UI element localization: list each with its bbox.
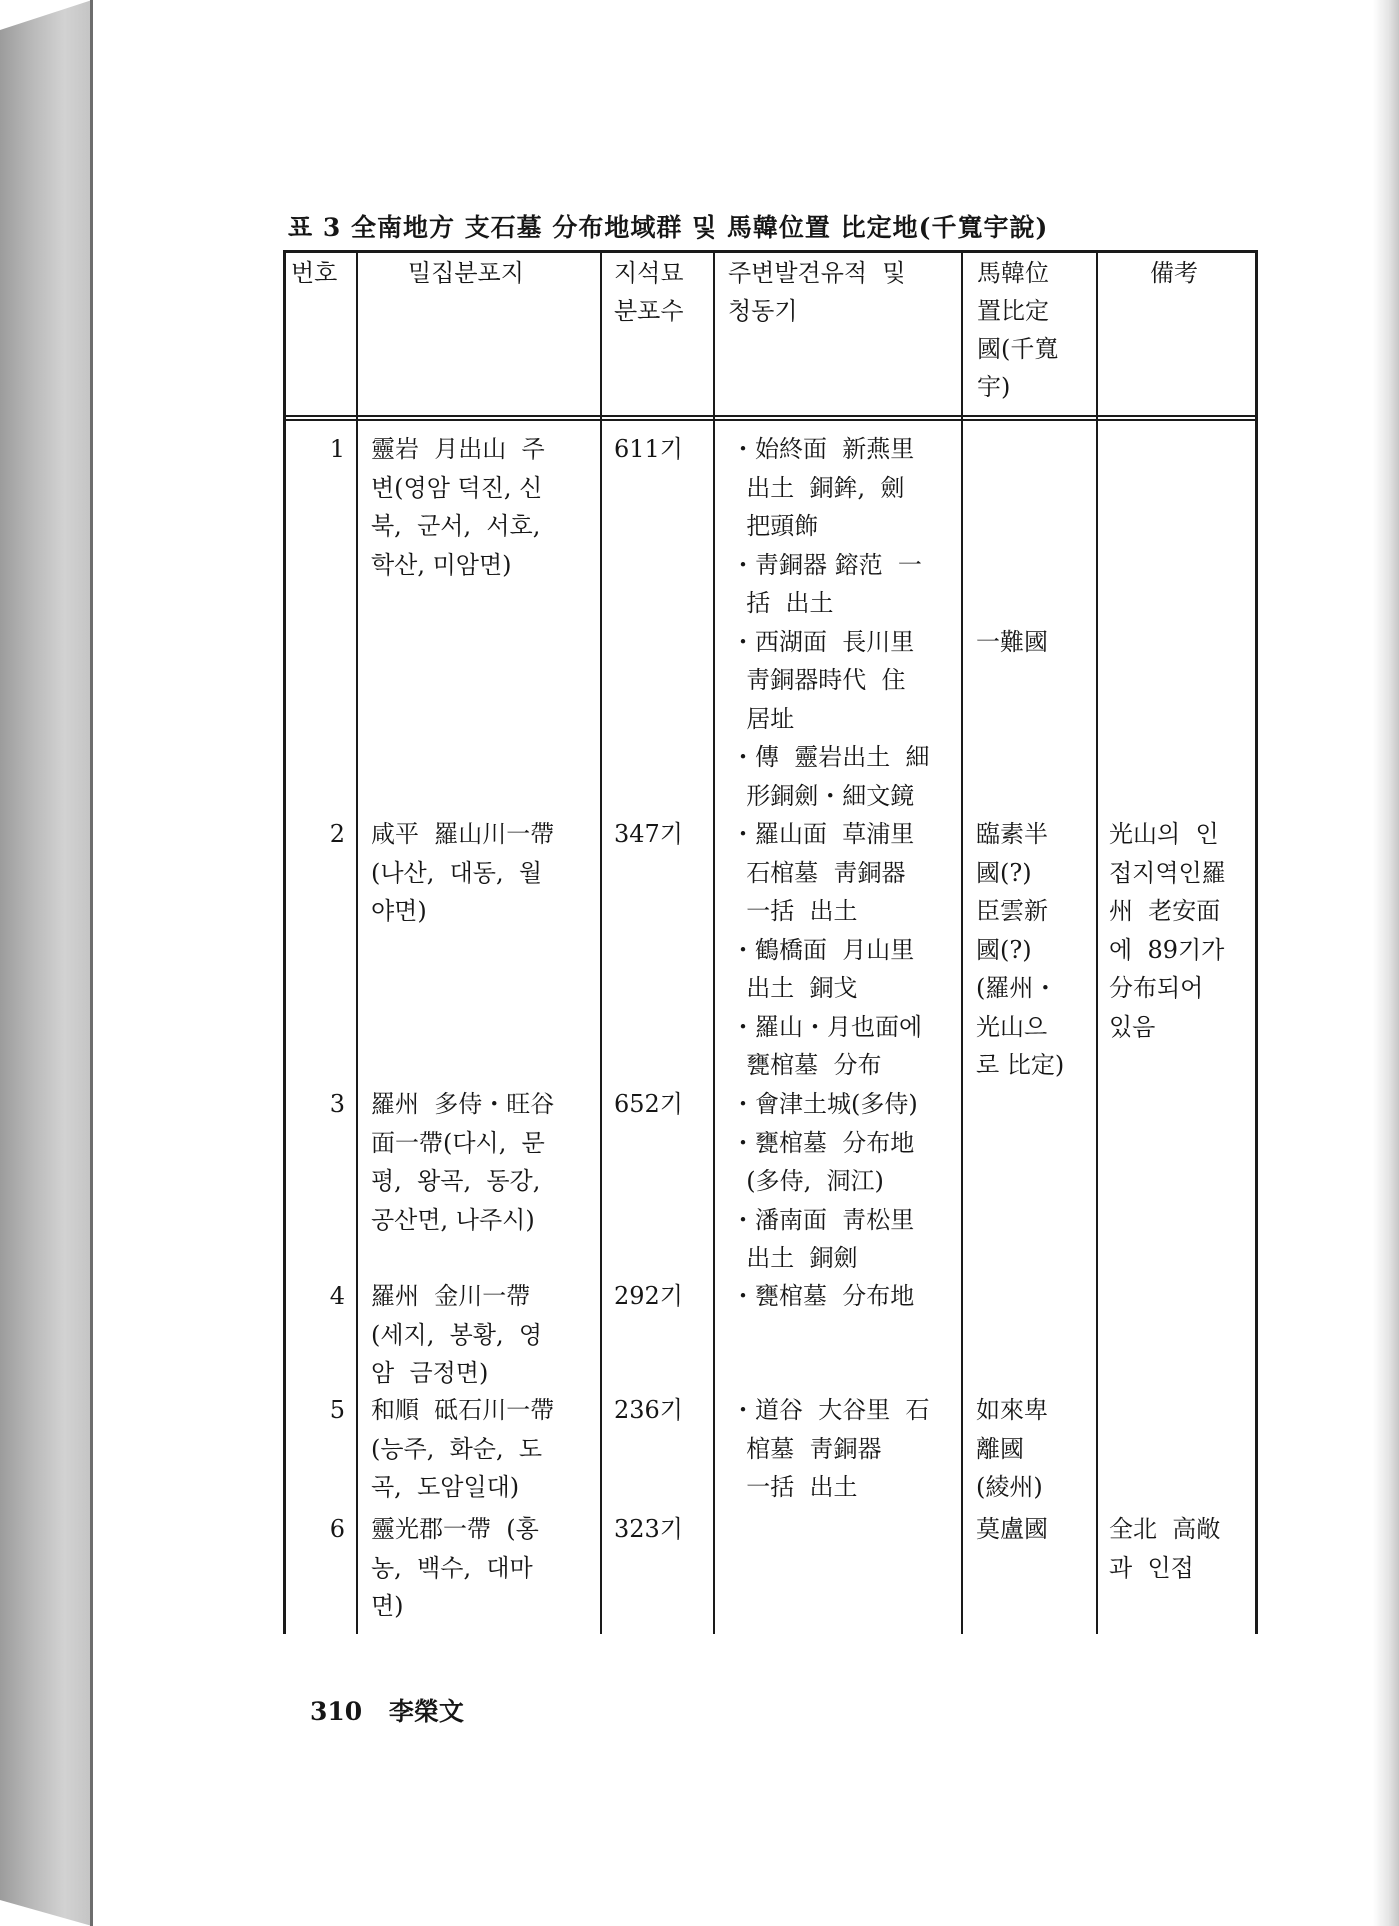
page-number: 310 [310, 1697, 363, 1726]
row-2-area: 咸平 羅山川一帶 (나산, 대동, 월 야면) [371, 820, 555, 925]
row-6-area: 靈光郡一帶 (홍 농, 백수, 대마 면) [371, 1515, 539, 1620]
header-relics: 주변발견유적 및 청동기 [728, 259, 906, 325]
row-5-count: 236기 [614, 1396, 683, 1424]
row-1-mahan: 一難國 [976, 627, 1048, 656]
col-rule-4 [961, 250, 963, 1634]
row-1-no: 1 [329, 435, 345, 463]
row-2-mahan: 臨素半 國(?) 臣雲新 國(?) (羅州・ 光山으 로 比定) [976, 820, 1065, 1079]
row-4-no: 4 [329, 1282, 345, 1310]
header-area: 밀집분포지 [408, 259, 524, 287]
row-5-mahan: 如來卑 離國 (綾州) [976, 1396, 1048, 1501]
row-6-count: 323기 [614, 1515, 683, 1543]
header-bottom-rule [283, 415, 1257, 417]
header-no: 번호 [291, 259, 338, 287]
row-6-no: 6 [329, 1515, 345, 1543]
row-2-count: 347기 [614, 820, 683, 848]
page-footer [310, 1692, 464, 1728]
table-title: 표 3 全南地方 支石墓 分布地域群 및 馬韓位置 比定地(千寬宇說) [288, 213, 1049, 242]
row-3-no: 3 [329, 1090, 345, 1118]
row-1-relics: ・始終面 新燕里 出土 銅鉾, 劍 把頭飾 ・靑銅器 鎔范 一 括 出土 ・西湖面 長川里 靑銅器時代 住 居址 ・傳 靈岩出土 細 形銅劍・細文鏡 [731, 435, 930, 810]
row-4-relics: ・甕棺墓 分布地 [731, 1282, 915, 1310]
row-2-no: 2 [329, 820, 345, 848]
table-top-rule [283, 250, 1257, 253]
row-1-area: 靈岩 月出山 주 변(영암 덕진, 신 북, 군서, 서호, 학산, 미암면) [371, 435, 545, 579]
row-3-relics: ・會津土城(多侍) ・甕棺墓 分布地 (多侍, 洞江) ・潘南面 靑松里 出土 銅劍 [731, 1090, 918, 1272]
row-6-mahan: 莫盧國 [976, 1515, 1048, 1543]
col-rule-3 [713, 250, 715, 1634]
row-1-count: 611기 [614, 435, 683, 463]
row-3-count: 652기 [614, 1090, 683, 1118]
row-2-note: 光山의 인 접지역인羅 州 老安面 에 89기가 分布되어 있음 [1109, 820, 1226, 1041]
col-rule-6 [1255, 250, 1258, 1634]
col-rule-2 [600, 250, 602, 1634]
row-4-area: 羅州 金川一帶 (세지, 봉황, 영 암 금정면) [371, 1282, 543, 1387]
col-rule-5 [1096, 250, 1098, 1634]
page-edge [90, 0, 93, 1926]
data-table [283, 250, 1257, 1634]
row-5-relics: ・道谷 大谷里 石 棺墓 靑銅器 一括 出土 [731, 1396, 930, 1501]
row-6-note: 全北 高敞 과 인접 [1109, 1515, 1221, 1582]
header-count: 지석묘 분포수 [614, 259, 684, 325]
header-note: 備考 [1150, 259, 1198, 287]
row-5-area: 和順 砥石川一帶 (능주, 화순, 도 곡, 도암일대) [371, 1396, 555, 1501]
header-mahan: 馬韓位 置比定 國(千寬 宇) [977, 259, 1059, 401]
row-3-area: 羅州 多侍・旺谷 面一帶(다시, 문 평, 왕곡, 동강, 공산면, 나주시) [371, 1090, 555, 1234]
header-bottom-rule-2 [283, 419, 1257, 421]
page-shadow [1373, 0, 1399, 1926]
book-spine [0, 0, 92, 1926]
author-name: 李榮文 [388, 1697, 464, 1726]
row-2-relics: ・羅山面 草浦里 石棺墓 靑銅器 一括 出土 ・鶴橋面 月山里 出土 銅戈 ・羅山・月也面에 甕棺墓 分布 [731, 820, 923, 1079]
row-5-no: 5 [329, 1396, 345, 1424]
row-4-count: 292기 [614, 1282, 683, 1310]
col-rule-1 [356, 250, 358, 1634]
